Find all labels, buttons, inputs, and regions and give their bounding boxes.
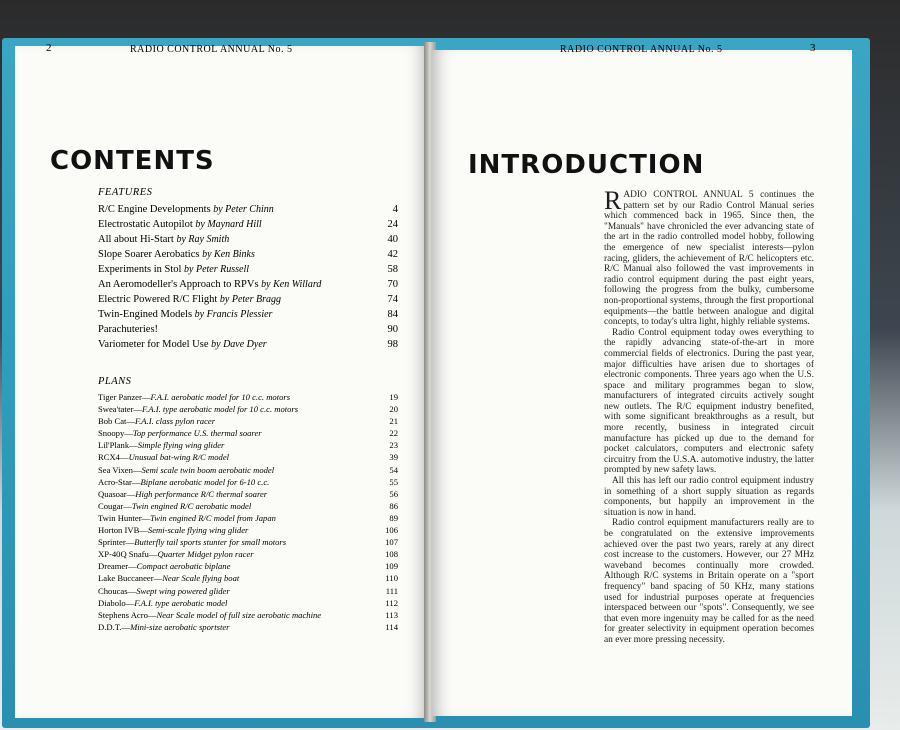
feature-entry: [98, 219, 398, 234]
feature-title: Slope Soarer Aerobatics: [98, 249, 200, 260]
plan-description: Semi-scale flying wing glider: [147, 525, 249, 536]
plan-page-number: 39: [389, 452, 398, 463]
plan-name: Bob Cat—: [98, 416, 136, 427]
paragraph-text: ADIO CONTROL ANNUAL 5 continues the pattern set by our Radio Control Manual series which commenced back in 1965. Since then, the "Manuals" have chronicled the ever advancing state of the art in the radio controlled model hobby, following the emergence of new specialist interests—pylon racing, gliders, the achievement of R/C helicopters etc. R/C Manual also followed the vast improvements in radio control equipment during the past eight years, following the progress from the bulky, cumbersome non-proportional systems, through the first proportional equipments—the battle between analogue and digital concepts, to today's ultra light, highly reliable systems.: [604, 190, 814, 328]
feature-title: Electric Powered R/C Flight: [98, 294, 218, 305]
feature-author: by Ray Smith: [176, 234, 230, 245]
plan-name: Twin Hunter—: [98, 512, 151, 523]
plan-entry: [98, 392, 398, 404]
feature-author: by Francis Plessier: [194, 309, 273, 320]
plan-entry: [98, 428, 398, 440]
plan-name: Sprinter—: [98, 537, 135, 548]
feature-page-number: 42: [387, 249, 398, 260]
feature-entry: [98, 234, 398, 249]
feature-author: by Ken Willard: [261, 279, 322, 290]
feature-page-number: 70: [387, 279, 398, 290]
plan-description: Butterfly tail sports stunter for small motors: [134, 537, 287, 548]
plan-name: Tiger Panzer—: [98, 392, 151, 402]
page-number-right: 3: [810, 42, 816, 54]
plan-entry: [98, 477, 398, 489]
feature-entry: [98, 204, 398, 219]
paragraph-text: Radio Control equipment today owes everything to the rapidly advancing state-of-the-art in more commercial fields of electronics. During the past year, major difficulties have arisen due to shortages of electronic components. Three years ago when the U.S. space and military programmes began to slow, manufacturers of integrated circuits actively sought new outlets. The R/C equipment industry benefited, with some significant breakthroughs as a result, but more recently, business in integrated circuit manufacture has picked up due to the demand for pocket calculators, computers and electronic safety circuitry from the U.S.A. automotive industry, the latter prompted by new safety laws.: [604, 327, 814, 476]
feature-title: Twin-Engined Models: [98, 309, 193, 320]
plan-name: Swea'tater—: [98, 404, 143, 415]
plan-description: Simple flying wing glider: [137, 440, 225, 451]
feature-author: by Peter Bragg: [219, 294, 281, 305]
running-head-left: RADIO CONTROL ANNUAL No. 5: [130, 44, 293, 55]
feature-author: by Ken Binks: [202, 249, 255, 260]
plan-page-number: 20: [389, 404, 398, 415]
feature-entry: [98, 324, 398, 339]
feature-page-number: 84: [387, 309, 398, 320]
plan-page-number: 106: [385, 525, 398, 536]
plan-page-number: 107: [385, 537, 398, 548]
plan-page-number: 55: [389, 476, 398, 487]
plan-entry: [98, 416, 398, 428]
plan-entry: [98, 452, 398, 464]
page-number-left: 2: [46, 42, 52, 54]
plan-name: Acro-Star—: [98, 476, 141, 487]
plan-name: Snoopy—: [98, 428, 133, 439]
plan-description: Twin engined R/C model from Japan: [150, 512, 276, 523]
plan-page-number: 109: [385, 561, 398, 572]
plan-name: Quasoar—: [98, 488, 136, 499]
plan-entry: [98, 561, 398, 573]
feature-page-number: 90: [387, 324, 398, 335]
plan-page-number: 108: [385, 549, 398, 560]
plan-page-number: 113: [385, 609, 398, 620]
feature-title: All about Hi-Start: [98, 234, 174, 245]
plan-entry: [98, 465, 398, 477]
feature-page-number: 4: [392, 204, 398, 215]
plan-name: Cougar—: [98, 500, 132, 511]
plan-name: Dreamer—: [98, 561, 137, 572]
plan-description: F.A.I. aerobatic model for 10 c.c. motors: [150, 392, 291, 402]
plan-description: Semi scale twin boom aerobatic model: [141, 464, 275, 475]
plan-name: Lake Buccaneer—: [98, 573, 163, 584]
feature-author: by Dave Dyer: [211, 339, 267, 350]
feature-title: An Aeromodeller's Approach to RPVs: [98, 279, 259, 290]
introduction-paragraph: [604, 518, 814, 645]
plan-entry: [98, 549, 398, 561]
running-head-right: RADIO CONTROL ANNUAL No. 5: [560, 44, 723, 55]
plan-page-number: 22: [389, 428, 398, 439]
feature-entry: [98, 294, 398, 309]
plan-entry: [98, 489, 398, 501]
plan-page-number: 86: [389, 500, 398, 511]
feature-title: Experiments in Stol: [98, 264, 182, 275]
plan-page-number: 114: [385, 621, 398, 632]
feature-title: R/C Engine Developments: [98, 204, 211, 215]
plan-name: XP-40Q Snafu—: [98, 549, 158, 560]
plan-page-number: 19: [389, 392, 398, 402]
plan-name: RCX4—: [98, 452, 129, 463]
plan-description: Near Scale flying boat: [162, 573, 240, 584]
feature-page-number: 74: [387, 294, 398, 305]
plan-entry: [98, 598, 398, 610]
plan-page-number: 112: [385, 597, 398, 608]
plan-name: Sea Vixen—: [98, 464, 142, 475]
plan-description: Quarter Midget pylon racer: [157, 549, 254, 560]
plan-entry: [98, 440, 398, 452]
contents-title: CONTENTS: [50, 146, 215, 176]
plans-label: PLANS: [98, 376, 132, 387]
plan-name: D.D.T.—: [98, 621, 131, 632]
plan-entry: [98, 501, 398, 513]
feature-entry: [98, 249, 398, 264]
paragraph-text: Radio control equipment manufacturers really are to be congratulated on the extensive improvements achieved over the past two years, rarely at any direct cost increase to the customers. However, our 27 MHz waveband becomes continually more crowded. Although R/C systems in Britain operate on a "sport frequency" band spacing of 50 KHz, many stations used for industrial purposes operate at frequencies interspaced between our "spots". Consequently, we see that even more ingenuity may be called for as the need for greater selectivity in equipment operation becomes an ever more pressing necessity.: [604, 518, 814, 645]
plan-entry: [98, 404, 398, 416]
feature-title: Electrostatic Autopilot: [98, 219, 193, 230]
plan-name: Horton IVB—: [98, 525, 148, 536]
plan-name: Diabolo—: [98, 597, 135, 608]
plan-page-number: 21: [389, 416, 398, 427]
plan-description: High performance R/C thermal soarer: [135, 488, 268, 499]
plan-page-number: 56: [389, 488, 398, 499]
feature-title: Parachuteries!: [98, 324, 159, 335]
plan-description: F.A.I. type aerobatic model for 10 c.c. motors: [142, 404, 299, 415]
plan-description: Near Scale model of full size aerobatic machine: [156, 609, 322, 620]
plan-page-number: 111: [385, 585, 398, 596]
introduction-paragraph: [604, 476, 814, 518]
feature-author: by Maynard Hill: [195, 219, 262, 230]
plan-description: Twin engined R/C aerobatic model: [131, 500, 252, 511]
plan-entry: [98, 525, 398, 537]
features-list: [98, 204, 398, 354]
plan-page-number: 54: [389, 464, 398, 475]
introduction-text: [604, 186, 814, 646]
plan-description: F.A.I. type aerobatic model: [134, 597, 228, 608]
plan-page-number: 89: [389, 512, 398, 523]
plan-description: F.A.I. class pylon racer: [135, 416, 216, 427]
plan-description: Biplane aerobatic model for 6-10 c.c.: [140, 476, 270, 487]
introduction-paragraph: [604, 186, 814, 328]
plan-description: Mini-size aerobatic sportster: [130, 621, 230, 632]
feature-page-number: 40: [387, 234, 398, 245]
plan-entry: [98, 513, 398, 525]
plan-description: Top performance U.S. thermal soarer: [132, 428, 262, 439]
feature-page-number: 24: [387, 219, 398, 230]
drop-cap: R: [604, 186, 622, 215]
plan-entry: [98, 610, 398, 622]
plan-entry: [98, 537, 398, 549]
plan-entry: [98, 622, 398, 634]
plan-entry: [98, 573, 398, 585]
feature-title: Variometer for Model Use: [98, 339, 209, 350]
plan-page-number: 110: [385, 573, 398, 584]
feature-entry: [98, 339, 398, 354]
feature-entry: [98, 279, 398, 294]
plan-name: Choucas—: [98, 585, 137, 596]
feature-author: by Peter Russell: [184, 264, 250, 275]
feature-page-number: 98: [387, 339, 398, 350]
feature-entry: [98, 309, 398, 324]
plans-list: [98, 392, 398, 634]
plan-description: Unusual bat-wing R/C model: [128, 452, 230, 463]
plan-description: Compact aerobatic biplane: [136, 561, 231, 572]
feature-page-number: 58: [387, 264, 398, 275]
plan-name: Stephens Acro—: [98, 609, 157, 620]
introduction-paragraph: [604, 328, 814, 476]
paragraph-text: All this has left our radio control equipment industry in something of a short supply situation as regards components, but happily an improvement in the situation is now in hand.: [604, 476, 814, 518]
features-label: FEATURES: [98, 187, 153, 198]
feature-entry: [98, 264, 398, 279]
plan-page-number: 23: [389, 440, 398, 451]
introduction-title: INTRODUCTION: [468, 150, 705, 180]
plan-entry: [98, 586, 398, 598]
plan-description: Swept wing powered glider: [136, 585, 230, 596]
feature-author: by Peter Chinn: [213, 204, 274, 215]
plan-name: Lil'Plank—: [98, 440, 138, 451]
